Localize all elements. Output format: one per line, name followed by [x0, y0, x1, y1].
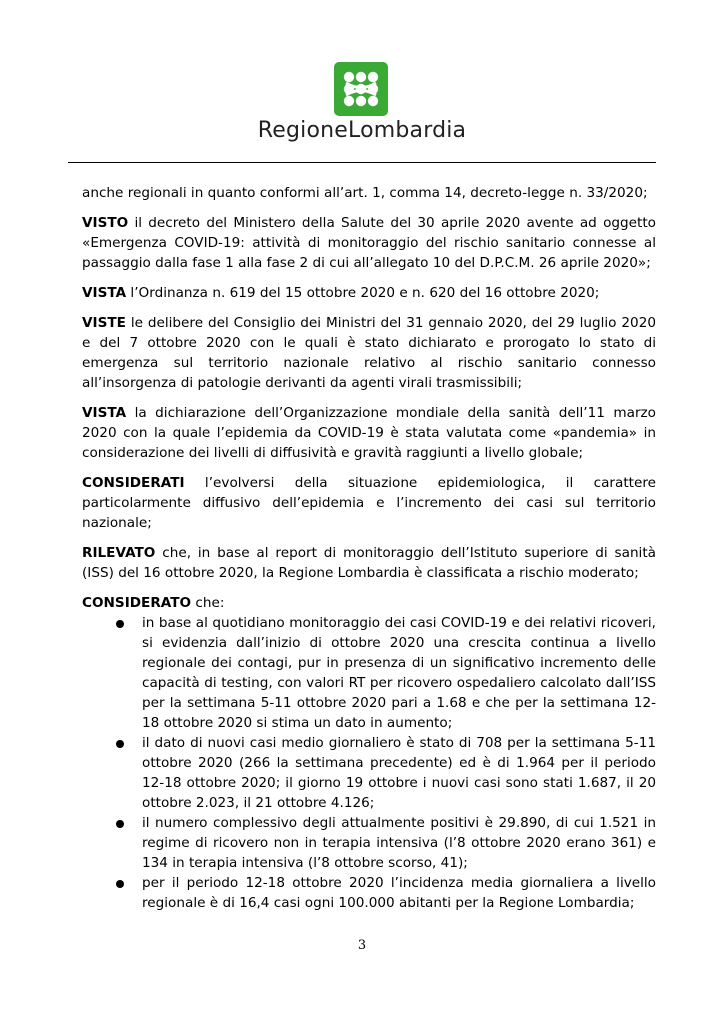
regione-lombardia-logo-icon: [334, 62, 388, 116]
paragraph-lead: CONSIDERATO: [82, 595, 192, 611]
bullet-icon: [116, 620, 124, 628]
header-divider: [68, 162, 656, 163]
paragraph-lead: VISTA: [82, 285, 127, 301]
paragraph-text: che:: [191, 595, 225, 611]
paragraph: [82, 183, 656, 203]
paragraph-text: l’evolversi della situazione epidemiologica, il carattere particolarmente diffusivo dell’epidemia e l’incremento dei casi sul territorio nazionale;: [82, 475, 656, 531]
paragraph-text: che, in base al report di monitoraggio dell’Istituto superiore di sanità (ISS) del 16 ottobre 2020, la Regione Lombardia è classificata a rischio moderato;: [82, 545, 656, 581]
list-item: [116, 613, 656, 733]
paragraph-lead: VISTA: [82, 405, 127, 421]
paragraph: [82, 283, 656, 303]
paragraph-text: il decreto del Ministero della Salute del 30 aprile 2020 avente ad oggetto «Emergenza COVID-19: attività di monitoraggio del rischio sanitario connesse al passaggio dalla fase 1 alla fase 2 di cui all’allegato 10 del D.P.C.M. 26 aprile 2020»;: [82, 215, 656, 271]
paragraph-lead: RILEVATO: [82, 545, 156, 561]
brand-name: RegioneLombardia: [257, 118, 467, 143]
rosa-camuna-icon: [334, 62, 388, 116]
paragraph: [82, 543, 656, 583]
list-item: [116, 733, 656, 813]
bullet-icon: [116, 740, 124, 748]
considerato-heading: [82, 593, 656, 613]
paragraph: [82, 213, 656, 273]
paragraph: [82, 313, 656, 393]
paragraph: [82, 403, 656, 463]
list-item-text: il numero complessivo degli attualmente positivi è 29.890, di cui 1.521 in regime di ricovero non in terapia intensiva (l’8 ottobre 2020 erano 361) e 134 in terapia intensiva (l’8 ottobre scorso, 41);: [142, 815, 656, 871]
paragraph-text: le delibere del Consiglio dei Ministri del 31 gennaio 2020, del 29 luglio 2020 e del 7 ottobre 2020 con le quali è stato dichiarato e prorogato lo stato di emergenza sul territorio nazionale relativo al rischio sanitario connesso all’insorgenza di patologie derivanti da agenti virali trasmissibili;: [82, 315, 656, 391]
document-body: [82, 183, 656, 913]
list-item: [116, 873, 656, 913]
considerato-list: [82, 613, 656, 913]
page-header: [0, 0, 724, 170]
list-item: [116, 813, 656, 873]
paragraph-text: la dichiarazione dell’Organizzazione mondiale della sanità dell’11 marzo 2020 con la quale l’epidemia da COVID-19 è stata valutata come «pandemia» in considerazione dei livelli di diffusività e gravità raggiunti a livello globale;: [82, 405, 656, 461]
paragraph: [82, 473, 656, 533]
paragraph-lead: VISTO: [82, 215, 129, 231]
list-item-text: per il periodo 12-18 ottobre 2020 l’incidenza media giornaliera a livello regionale è di 16,4 casi ogni 100.000 abitanti per la Regione Lombardia;: [142, 875, 656, 911]
list-item-text: il dato di nuovi casi medio giornaliero è stato di 708 per la settimana 5-11 ottobre 2020 (266 la settimana precedente) ed è di 1.964 per il periodo 12-18 ottobre 2020; il giorno 19 ottobre i nuovi casi sono stati 1.687, il 20 ottobre 2.023, il 21 ottobre 4.126;: [142, 735, 656, 811]
bullet-icon: [116, 820, 124, 828]
paragraph-lead: CONSIDERATI: [82, 475, 185, 491]
bullet-icon: [116, 880, 124, 888]
paragraph-text: l’Ordinanza n. 619 del 15 ottobre 2020 e n. 620 del 16 ottobre 2020;: [126, 285, 600, 301]
paragraph-text: anche regionali in quanto conformi all’art. 1, comma 14, decreto-legge n. 33/2020;: [82, 185, 648, 201]
paragraph-lead: VISTE: [82, 315, 126, 331]
page-number: 3: [357, 938, 367, 953]
list-item-text: in base al quotidiano monitoraggio dei casi COVID-19 e dei relativi ricoveri, si evidenzia dall’inizio di ottobre 2020 una crescita continua a livello regionale dei contagi, pur in presenza di un significativo incremento delle capacità di testing, con valori RT per ricovero ospedaliero calcolato dall’ISS per la settimana 5-11 ottobre 2020 pari a 1.68 e che per la settimana 12- 18 ottobre 2020 si stima un dato in aumento;: [142, 615, 656, 731]
